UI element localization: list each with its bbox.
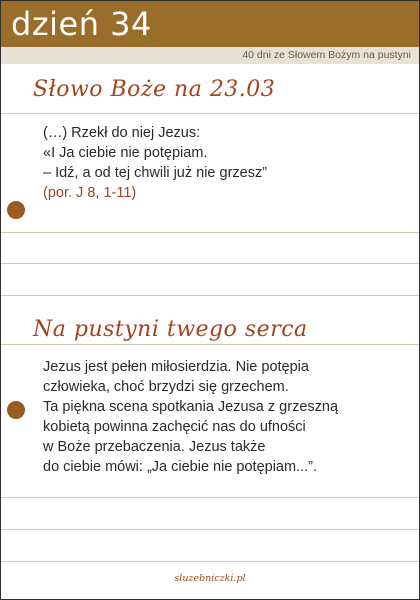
reflection-heading: Na pustyni twego serca xyxy=(33,317,308,342)
reflection-line: człowieka, choć brzydzi się grzechem. xyxy=(43,379,289,395)
scripture-line: (…) Rzekł do niej Jezus: xyxy=(43,125,201,141)
ruled-line xyxy=(1,263,419,264)
series-title: 40 dni ze Słowem Bożym na pustyni xyxy=(242,49,411,61)
scripture-line: «I Ja ciebie nie potępiam. xyxy=(43,145,208,161)
ruled-line xyxy=(1,232,419,233)
ruled-line xyxy=(1,295,419,296)
reflection-line: Ta piękna scena spotkania Jezusa z grzeszną xyxy=(43,399,339,415)
reflection-line: w Boże przebaczenia. Jezus także xyxy=(43,439,266,455)
bullet-dot xyxy=(7,201,25,219)
series-bar xyxy=(1,47,419,64)
header-bar xyxy=(1,1,419,47)
reflection-line: kobietą powinna zachęcić nas do ufności xyxy=(43,419,306,435)
ruled-line xyxy=(1,497,419,498)
ruled-line xyxy=(1,344,419,345)
site-logo: sluzebniczki.pl xyxy=(174,573,246,584)
reflection-text xyxy=(43,357,338,477)
ruled-line xyxy=(1,561,419,562)
scripture-heading: Słowo Boże na 23.03 xyxy=(33,77,276,102)
scripture-reference: (por. J 8, 1-11) xyxy=(43,185,137,201)
day-title: dzień 34 xyxy=(11,5,152,43)
ruled-line xyxy=(1,113,419,114)
ruled-line xyxy=(1,529,419,530)
reflection-line: Jezus jest pełen miłosierdzia. Nie potępia xyxy=(43,359,309,375)
bullet-dot xyxy=(7,401,25,419)
reflection-line: do ciebie mówi: „Ja ciebie nie potępiam...”. xyxy=(43,459,318,475)
scripture-line: – Idź, a od tej chwili już nie grzesz” xyxy=(43,165,268,181)
scripture-text xyxy=(43,123,267,203)
